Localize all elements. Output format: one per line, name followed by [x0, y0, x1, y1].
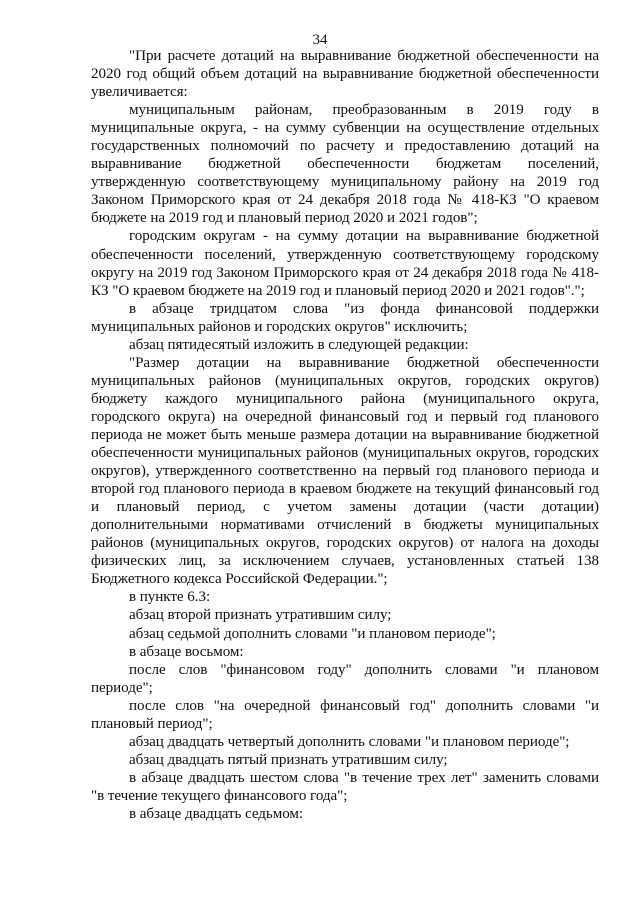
document-body: [91, 47, 599, 823]
paragraph-municipal-districts: муниципальным районам, преобразованным в 2019 году в муниципальные округа, - на сумму субвенции на осуществление отдельных государственных полномочий по расчету и предоставлению дотаций на выравнивание бюджетной обеспеченности бюджетам поселений, утвержденную соответствующему муниципальному району на 2019 год Законом Приморского края от 24 декабря 2018 года № 418-КЗ "О краевом бюджете на 2019 год и плановый период 2020 и 2021 годов";: [91, 102, 599, 227]
paragraph-intro: "При расчете дотаций на выравнивание бюджетной обеспеченности на 2020 год общий объем дотаций на выравнивание бюджетной обеспеченности увеличивается:: [91, 48, 599, 101]
paragraph-abzac-twenty-fifth: абзац двадцать пятый признать утратившим силу;: [129, 751, 448, 768]
paragraph-after-financial-year: после слов "финансовом году" дополнить словами "и плановом периоде";: [91, 661, 599, 696]
paragraph-abzac-twenty-sixth: в абзаце двадцать шестом слова "в течение трех лет" заменить словами "в течение текущего финансового года";: [91, 769, 599, 804]
paragraph-abzac-twenty-seventh: в абзаце двадцать седьмом:: [129, 805, 304, 822]
paragraph-abzac-eighth: в абзаце восьмом:: [129, 643, 244, 660]
paragraph-abzac-twenty-fourth: абзац двадцать четвертый дополнить словами "и плановом периоде";: [129, 733, 570, 750]
page-number: 34: [312, 32, 328, 48]
paragraph-abzac-seventh: абзац седьмой дополнить словами "и плановом периоде";: [129, 625, 496, 642]
paragraph-thirtieth-abzac: в абзаце тридцатом слова "из фонда финансовой поддержки муниципальных районов и городских округов" исключить;: [91, 300, 599, 335]
paragraph-fiftieth-abzac: абзац пятидесятый изложить в следующей редакции:: [129, 336, 469, 353]
paragraph-city-districts: городским округам - на сумму дотации на выравнивание бюджетной обеспеченности поселений, утвержденную соответствующему городскому округу на 2019 год Законом Приморского края от 24 декабря 2018 года № 418-КЗ "О краевом бюджете на 2019 год и плановый период 2020 и 2021 годов".";: [91, 228, 599, 299]
paragraph-after-next-financial-year: после слов "на очередной финансовый год" дополнить словами "и плановый период";: [91, 697, 599, 732]
paragraph-abzac-second: абзац второй признать утратившим силу;: [129, 607, 392, 624]
paragraph-point-6-3: в пункте 6.3:: [129, 589, 211, 606]
paragraph-subsidy-size: "Размер дотации на выравнивание бюджетной обеспеченности муниципальных районов (муниципальных округов, городских округов) бюджету каждого муниципального района (муниципального округа, городского округа) на очередной финансовый год и первый год планового периода не может быть меньше размера дотации на выравнивание бюджетной обеспеченности муниципальных районов (муниципальных округов, городских округов), утвержденного соответственно на первый год планового периода и второй год планового периода в краевом бюджете на текущий финансовый год и плановый период, с учетом замены дотации (части дотации) дополнительными нормативами отчислений в бюджеты муниципальных районов (муниципальных округов, городских округов) от налога на доходы физических лиц, за исключением случаев, установленных статьей 138 Бюджетного кодекса Российской Федерации.";: [91, 354, 599, 588]
